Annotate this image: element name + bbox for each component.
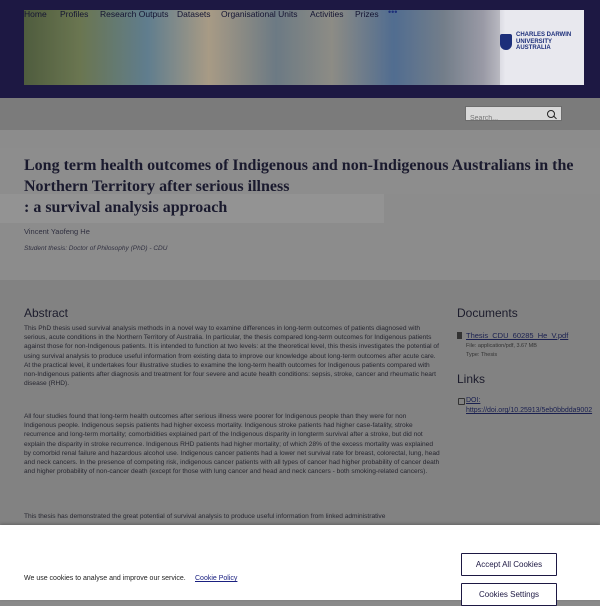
- abstract-heading: Abstract: [24, 306, 69, 320]
- search-box: [465, 106, 562, 121]
- abstract-paragraph-2: All four studies found that long-term health outcomes after serious illness were poorer for Indigenous people than they were for non Indigenous people. Indigenous sepsis patients had higher excess mortality. Indigenous stroke patients had higher case-fatality, stroke recurrence and long-term mortality; comorbidities explained part of the Indigenous disparity in longterm survival after a stroke, but did not explain the disparity in stroke recurrence. Indigenous RHD patients had higher mortality; of which 28% of the excess mortality was explained by comorbid renal failure and hazardous alcohol use. Indigenous cancer patients had a lower net survival rate for breast, colorectal, lung, head and neck cancers. In the presence of competing risk, indigenous cancer patients with all types of cancer had higher probability of cancer death and higher probability of non-cancer death (except for those with lung cancer and head and neck cancers - both smoking-related cancers).: [24, 413, 440, 476]
- university-logo[interactable]: [500, 32, 572, 52]
- thesis-type: Student thesis: Doctor of Philosophy (PhD) - CDU: [24, 245, 168, 252]
- page-title: Long term health outcomes of Indigenous and non-Indigenous Australians in the Northern Territory after serious illness : a survival analysis approach: [24, 157, 574, 216]
- shield-icon: [500, 34, 512, 50]
- logo-text: CHARLES DARWIN UNIVERSITY AUSTRALIA: [516, 32, 572, 51]
- external-link-icon: [458, 398, 465, 405]
- doi-link[interactable]: https://doi.org/10.25913/5eb0bbdda9002: [466, 407, 593, 414]
- document-link[interactable]: Thesis_CDU_60285_He_V.pdf: [466, 331, 569, 340]
- cookie-message: We use cookies to analyse and improve our service.: [24, 575, 186, 582]
- accept-all-cookies-button[interactable]: Accept All Cookies: [461, 553, 557, 576]
- doi-label[interactable]: DOI:: [466, 397, 481, 404]
- documents-heading: Documents: [457, 306, 518, 320]
- nav-item-prizes[interactable]: Prizes: [355, 9, 379, 19]
- links-heading: Links: [457, 372, 486, 386]
- document-file-type: Type: Thesis: [466, 352, 498, 358]
- nav-item-profiles[interactable]: Profiles: [60, 9, 89, 19]
- cookie-policy-link[interactable]: Cookie Policy: [195, 575, 238, 582]
- document-file-meta: File: application/pdf, 3.67 MB: [466, 343, 537, 349]
- header-banner-image: [24, 10, 584, 85]
- document-icon: [457, 332, 462, 339]
- banner-photo-collage: [24, 10, 500, 85]
- nav-item-research-outputs[interactable]: Research Outputs: [100, 9, 169, 19]
- search-input[interactable]: [466, 112, 544, 125]
- abstract-paragraph-1: This PhD thesis used survival analysis methods in a novel way to examine differences in long-term outcomes of patients diagnosed with serious, acute conditions in the Northern Territory of Australia. In particular, the thesis compared long-term outcomes for Indigenous patients against those for non-Indigenous patients. It is intended to function at two levels: at the theoretical level, this thesis investigates the potential of using survival analysis to produce useful information from existing data to improve our knowledge about long-term outcomes after acute care. At the practical level, it undertakes four illustrative studies to examine the long-term health outcomes for Indigenous patients compared with non-Indigenous patients after diagnosis and treatment for four severe and acute health conditions: sepsis, stroke, cancer and rheumatic heart disease (RHD).: [24, 325, 439, 388]
- nav-item-home[interactable]: Home: [24, 9, 47, 19]
- search-icon[interactable]: [547, 110, 555, 118]
- more-menu-icon[interactable]: •••: [388, 7, 398, 17]
- nav-item-organisational-units[interactable]: Organisational Units: [221, 9, 298, 19]
- cookies-settings-button[interactable]: Cookies Settings: [461, 583, 557, 606]
- nav-item-datasets[interactable]: Datasets: [177, 9, 211, 19]
- author-link[interactable]: Vincent Yaofeng He: [24, 227, 90, 236]
- abstract-paragraph-3: This thesis has demonstrated the great potential of survival analysis to produce useful information from linked administrative: [24, 513, 386, 520]
- nav-item-activities[interactable]: Activities: [310, 9, 344, 19]
